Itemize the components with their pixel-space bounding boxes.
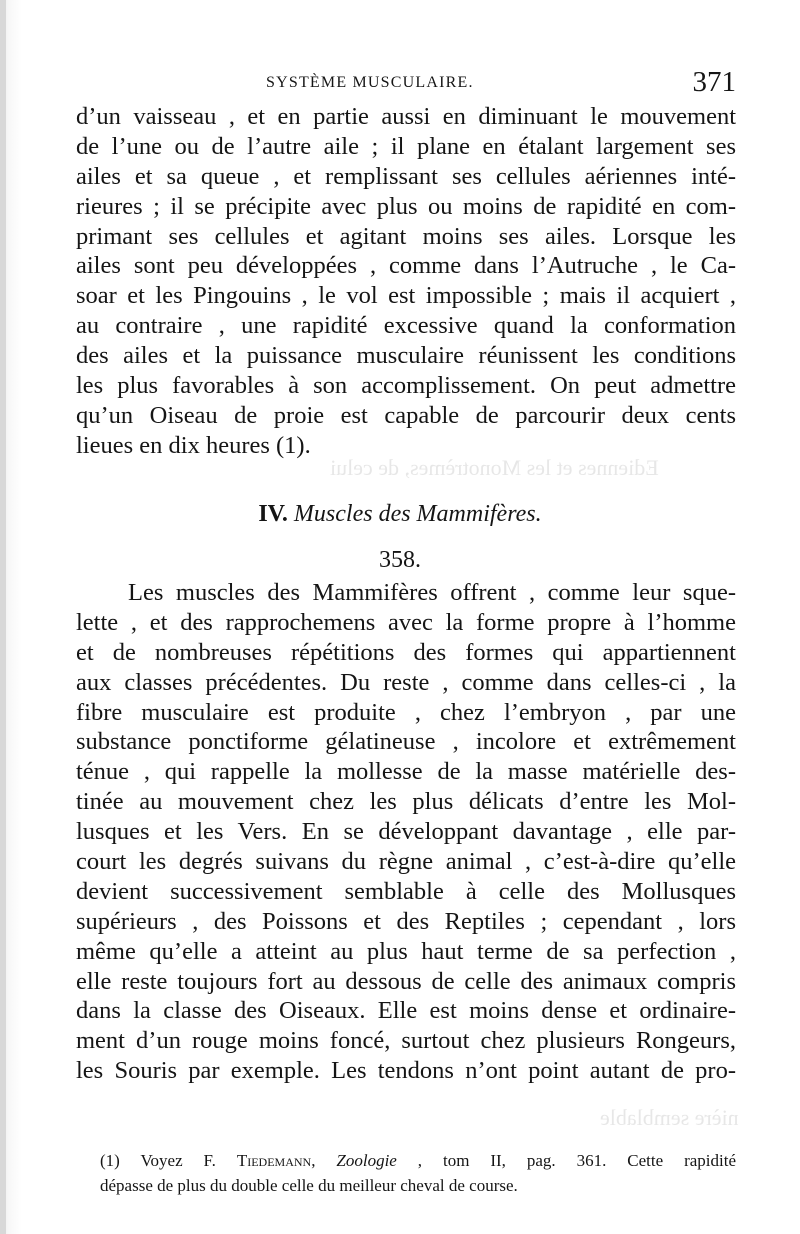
footnote-author: Tiedemann [236,1151,312,1170]
page-header [76,66,736,106]
text-line: les Souris par exemple. Les tendons n’ont point autant de pro- [76,1057,736,1085]
page-number: 371 [692,66,736,98]
text-line: qu’un Oiseau de proie est capable de parcourir deux cents [76,401,736,429]
text-line: substance ponctiforme gélatineuse , incolore et extrêmement [76,728,736,756]
text-line: lette , et des rapprochemens avec la forme propre à l’homme [76,608,736,636]
text-line: ténue , qui rappelle la mollesse de la masse matérielle des- [76,758,736,786]
show-through-text: nière semblable [600,1105,739,1130]
section-title: Muscles des Mammifères. [293,501,542,527]
text-line: ment d’un rouge moins foncé, surtout chez plusieurs Rongeurs, [76,1027,736,1055]
text-line: lieues en dix heures (1). [76,431,311,459]
text-line: les plus favorables à son accomplissement. On peut admettre [76,372,736,400]
text-line: primant ses cellules et agitant moins ses ailes. Lorsque les [76,222,736,250]
text-line: ailes et sa queue , et remplissant ses cellules aériennes inté- [76,162,736,190]
paragraph-continued [76,102,736,461]
text-line: au contraire , une rapidité excessive quand la conformation [76,312,736,340]
footnote-work: Zoologie [336,1151,397,1170]
text-line: aux classes précédentes. Du reste , comme dans celles-ci , la [76,668,736,696]
text-line: rieures ; il se précipite avec plus ou moins de rapidité en com- [76,192,736,220]
footnote-text: , [311,1151,316,1170]
running-title: SYSTÈME MUSCULAIRE. [266,74,474,91]
text-line: lusques et les Vers. En se développant davantage , elle par- [76,818,736,846]
page-gutter-shadow [0,0,6,1234]
text-line: même qu’elle a atteint au plus haut terme de sa perfection , [76,937,736,965]
text-line: et de nombreuses répétitions des formes qui appartiennent [76,638,736,666]
text-line: elle reste toujours fort au dessous de celle des animaux compris [76,967,736,995]
text-line: ailes sont peu développées , comme dans l’Autruche , le Ca- [76,252,736,280]
text-line: des ailes et la puissance musculaire réunissent les conditions [76,342,736,370]
text-line: de l’une ou de l’autre aile ; il plane en étalant largement ses [76,132,736,160]
section-heading [0,501,800,528]
text-line: court les degrés suivans du règne animal , c’est-à-dire qu’elle [76,848,736,876]
show-through-text: Ediennes et les Monotrèmes, de celui [330,455,659,480]
section-number: IV. [258,501,288,527]
footnote-text: , tom II, pag. 361. Cette rapidité [417,1151,736,1170]
footnote-text: Voyez F. [140,1151,216,1170]
footnote-line [100,1148,736,1173]
text-line: soar et les Pingouins , le vol est impossible ; mais il acquiert , [76,282,736,310]
text-line: Les muscles des Mammifères offrent , comme leur sque- [128,579,736,606]
text-line: tinée au mouvement chez les plus délicats d’entre les Mol- [76,788,736,816]
text-line: supérieurs , des Poissons et des Reptiles ; cependant , lors [76,907,736,935]
footnote [100,1148,736,1198]
text-line: d’un vaisseau , et en partie aussi en diminuant le mouvement [76,103,736,130]
text-line: devient successivement semblable à celle des Mollusques [76,877,736,905]
text-line: fibre musculaire est produite , chez l’embryon , par une [76,698,736,726]
text-line: dans la classe des Oiseaux. Elle est moins dense et ordinaire- [76,997,736,1025]
footnote-line: dépasse de plus du double celle du meilleur cheval de course. [100,1176,518,1195]
footnote-marker: (1) [100,1151,120,1170]
paragraph-358 [76,578,736,1086]
paragraph-number: 358. [379,547,421,573]
